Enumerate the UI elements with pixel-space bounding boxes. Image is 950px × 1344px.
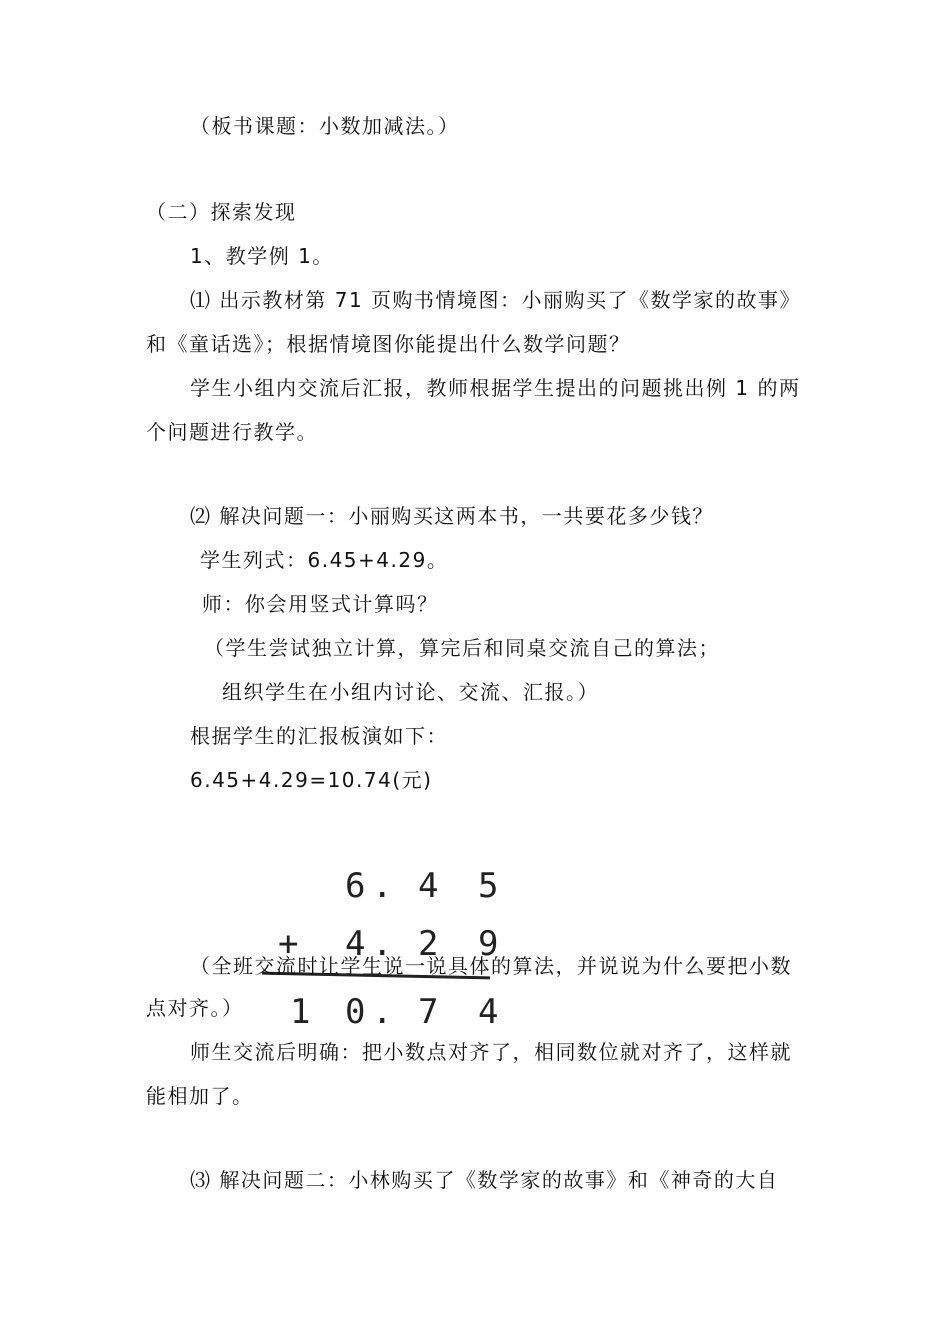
digit: 1 <box>290 992 311 1032</box>
paragraph-conclusion-line2: 能相加了。 <box>146 1084 254 1108</box>
digit: 2 <box>418 924 439 964</box>
digit: 7 <box>418 992 439 1032</box>
paragraph-example-1: 1、教学例 1。 <box>190 244 334 268</box>
paragraph-report-line2: 个问题进行教学。 <box>146 420 318 444</box>
digit: 0 <box>345 992 366 1032</box>
paragraph-report-line1: 学生小组内交流后汇报，教师根据学生提出的问题挑出例 1 的两 <box>190 376 801 400</box>
digit: 9 <box>478 924 499 964</box>
paragraph-question-3: ⑶ 解决问题二：小林购买了《数学家的故事》和《神奇的大自 <box>190 1168 779 1192</box>
digit: 5 <box>478 866 499 906</box>
decimal-point: . <box>372 992 393 1032</box>
digit: 4 <box>345 924 366 964</box>
paragraph-class-exchange-line2: 点对齐。） <box>146 996 244 1020</box>
digit: 6 <box>345 866 366 906</box>
paragraph-question-1-line2: 和《童话选》；根据情境图你能提出什么数学问题？ <box>146 332 631 356</box>
paragraph-conclusion-line1: 师生交流后明确：把小数点对齐了，相同数位就对齐了，这样就 <box>190 1040 792 1064</box>
paragraph-board-title: （板书课题：小数加减法。） <box>190 114 460 138</box>
plus-sign: + <box>278 924 299 964</box>
paragraph-try-line1: （学生尝试独立计算，算完后和同桌交流自己的算法； <box>204 636 720 660</box>
paragraph-student-equation: 学生列式：6.45+4.29。 <box>200 548 449 572</box>
paragraph-question-2: ⑵ 解决问题一：小丽购买这两本书，一共要花多少钱？ <box>190 504 714 528</box>
decimal-point: . <box>372 866 393 906</box>
paragraph-question-1-line1: ⑴ 出示教材第 71 页购书情境图：小丽购买了《数学家的故事》 <box>190 288 802 312</box>
paragraph-teacher-question: 师：你会用竖式计算吗？ <box>202 592 439 616</box>
section-heading-explore: （二）探索发现 <box>146 200 297 224</box>
digit: 4 <box>478 992 499 1032</box>
digit: 4 <box>418 866 439 906</box>
paragraph-board-intro: 根据学生的汇报板演如下： <box>190 724 448 748</box>
decimal-point: . <box>372 924 393 964</box>
paragraph-class-exchange-line1: （全班交流时让学生说一说具体的算法，并说说为什么要把小数 <box>190 954 792 978</box>
paragraph-equation-result: 6.45+4.29=10.74(元) <box>190 768 433 792</box>
paragraph-try-line2: 组织学生在小组内讨论、交流、汇报。） <box>222 680 599 704</box>
